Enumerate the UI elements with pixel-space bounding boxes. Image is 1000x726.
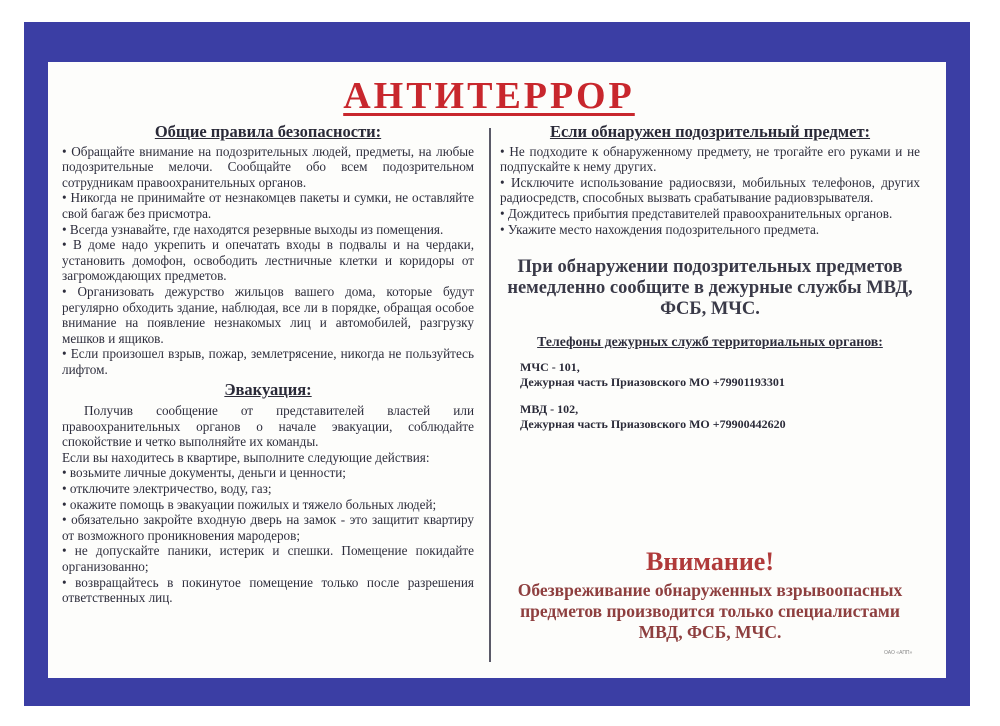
evacuation-item: • не допускайте паники, истерик и спешки. Помещение покидайте организованно; [62, 543, 474, 575]
general-rule-item: • Если произошел взрыв, пожар, землетрясение, никогда не пользуйтесь лифтом. [62, 346, 474, 377]
attention-block [500, 546, 920, 643]
printer-imprint: ОАО «АПП» [884, 650, 913, 656]
report-notice: При обнаружении подозрительных предметов немедленно сообщите в дежурные службы МВД, ФСБ, МЧС. [507, 257, 913, 320]
suspicious-item: • Дождитесь прибытия представителей правоохранительных органов. [500, 205, 893, 221]
suspicious-item: • Укажите место нахождения подозрительного предмета. [500, 221, 820, 237]
attention-title: Внимание! [646, 547, 774, 576]
contact-service: МВД - 102, [520, 401, 579, 416]
contact-mchs [520, 360, 920, 390]
evacuation-item: • отключите электричество, воду, газ; [62, 481, 272, 497]
suspicious-item: • Не подходите к обнаруженному предмету, не трогайте его руками и не подпускайте к нему других. [500, 143, 920, 175]
evacuation-lead: Если вы находитесь в квартире, выполните следующие действия: [62, 449, 430, 465]
evacuation-intro: Получив сообщение от представителей властей или правоохранительных органов о начале эвакуации, соблюдайте спокойствие и четко выполняйте их команды. [62, 403, 474, 450]
contact-service: МЧС - 101, [520, 359, 580, 374]
evacuation-item: • возвращайтесь в покинутое помещение только после разрешения ответственных лиц. [62, 574, 474, 606]
evacuation-item: • обязательно закройте входную дверь на замок - это защитит квартиру от возможного проникновения мародеров; [62, 512, 474, 543]
attention-text: Обезвреживание обнаруженных взрывоопасных предметов производится только специалистами МВД, ФСБ, МЧС. [517, 580, 903, 642]
contact-mvd [520, 402, 920, 432]
general-rules-heading: Общие правила безопасности: [154, 122, 382, 141]
phones-heading: Телефоны дежурных служб территориальных органов: [537, 334, 883, 350]
general-rule-item: • Никогда не принимайте от незнакомцев пакеты и сумки, не оставляйте свой багаж без присмотра. [62, 190, 474, 221]
evacuation-heading: Эвакуация: [224, 379, 312, 399]
suspicious-object-heading: Если обнаружен подозрительный предмет: [549, 122, 871, 141]
right-column [500, 124, 920, 444]
general-rule-item: • Всегда узнавайте, где находятся резервные выходы из помещения. [62, 221, 444, 237]
general-rule-item: • Обращайте внимание на подозрительных людей, предметы, на любые подозрительные мелочи. Сообщайте обо всем подозрительном сотрудникам правоохранительных органов. [62, 143, 474, 190]
left-column [62, 124, 474, 606]
suspicious-item: • Исключите использование радиосвязи, мобильных телефонов, других радиосредств, способных вызвать срабатывание радиовзрывателя. [500, 174, 920, 206]
evacuation-item: • возьмите личные документы, деньги и ценности; [62, 465, 346, 481]
contact-phone: Дежурная часть Приазовского МО +79901193301 [520, 374, 785, 389]
evacuation-item: • окажите помощь в эвакуации пожилых и тяжело больных людей; [62, 496, 437, 512]
column-divider [489, 128, 491, 662]
general-rule-item: • В доме надо укрепить и опечатать входы в подвалы и на чердаки, установить домофон, освободить лестничные клетки и коридоры от загромождающих предметов. [62, 237, 474, 284]
general-rule-item: • Организовать дежурство жильцов вашего дома, которые будут регулярно обходить здание, наблюдая, все ли в порядке, обращая особое внимание на появление незнакомых лиц и автомобилей, разгрузку мешков и ящиков. [62, 283, 474, 346]
contact-phone: Дежурная часть Приазовского МО +79900442620 [520, 416, 786, 431]
poster-title: АНТИТЕРРОР [343, 75, 635, 117]
